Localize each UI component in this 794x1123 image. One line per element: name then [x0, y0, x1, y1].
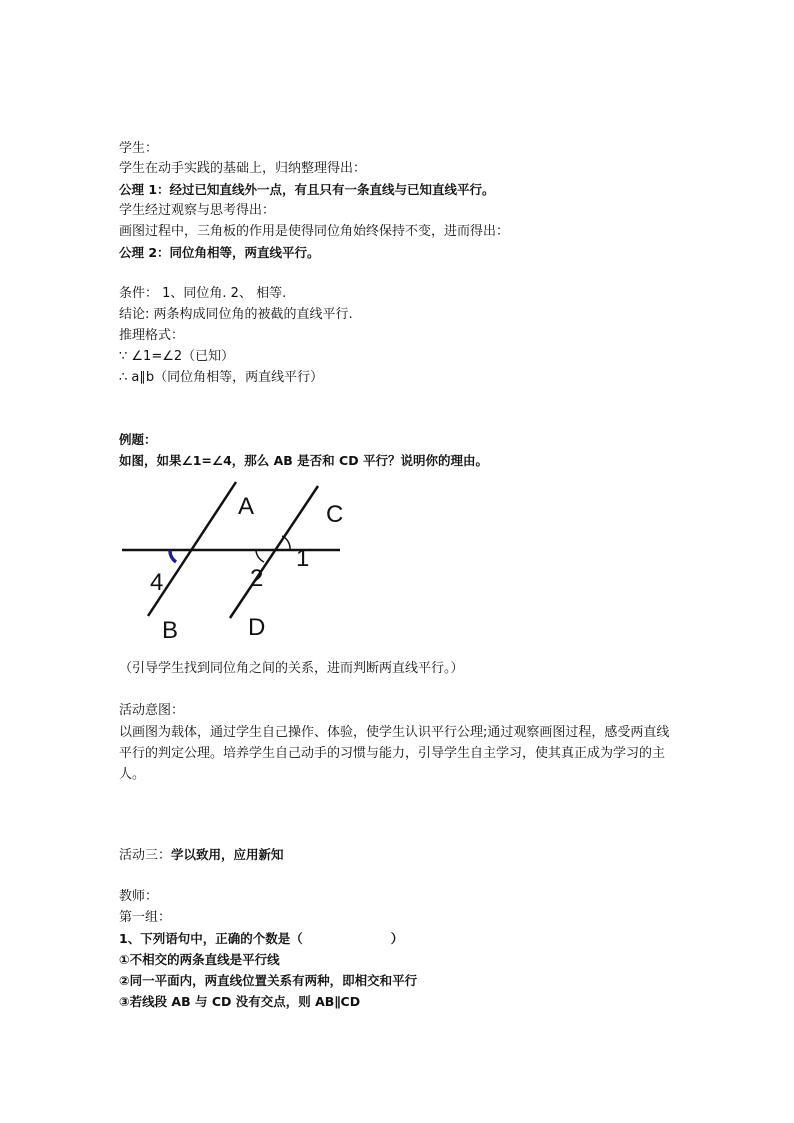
label-c: C [326, 501, 344, 528]
intent-paragraph: 以画图为载体，通过学生自己操作、体验，使学生认识平行公理;通过观察画图过程，感受两直线平行的判定公理。培养学生自己动手的习惯与能力，引导学生自主学习，使其真正成为学习的主人。 [119, 725, 670, 782]
angle-2-arc [256, 550, 264, 562]
activity3-heading [119, 846, 284, 865]
question-1 [119, 930, 403, 948]
label-b: B [162, 617, 179, 644]
label-a: A [238, 493, 255, 520]
example-question: 如图，如果∠1=∠4，那么 AB 是否和 CD 平行？说明你的理由。 [119, 453, 488, 468]
parallel-lines-figure [110, 474, 360, 646]
label-4: 4 [150, 569, 164, 596]
angle-4-arc [170, 550, 176, 562]
intent-title: 活动意图： [119, 703, 185, 718]
label-2: 2 [250, 565, 264, 592]
question-1-close: ） [390, 931, 404, 946]
text-group1: 第一组： [119, 910, 172, 925]
axiom-1: 公理 1：经过已知直线外一点，有且只有一条直线与已知直线平行。 [119, 182, 495, 197]
option-3: ③若线段 AB 与 CD 没有交点，则 AB∥CD [119, 994, 361, 1009]
question-1-text: 1、下列语句中，正确的个数是（ [119, 931, 303, 946]
text-drawing-process: 画图过程中，三角板的作用是使得同位角始终保持不变，进而得出： [119, 224, 510, 239]
text-reasoning-format: 推理格式： [119, 328, 185, 343]
text-observe: 学生经过观察与思考得出： [119, 203, 276, 218]
option-2: ②同一平面内，两直线位置关系有两种，即相交和平行 [119, 973, 418, 988]
text-student-summary: 学生在动手实践的基础上，归纳整理得出： [119, 161, 367, 176]
text-student: 学生： [119, 141, 159, 156]
option-1: ①不相交的两条直线是平行线 [119, 952, 280, 967]
text-conclusion: 结论: 两条构成同位角的被截的直线平行. [119, 307, 353, 322]
activity3-prefix: 活动三： [119, 848, 172, 863]
axiom-2: 公理 2：同位角相等，两直线平行。 [119, 245, 320, 260]
label-1: 1 [296, 545, 310, 572]
label-d: D [248, 614, 266, 641]
text-condition: 条件： 1、同位角. 2、 相等. [119, 286, 287, 301]
text-guide-note: （引导学生找到同位角之间的关系，进而判断两直线平行。） [119, 661, 464, 676]
example-title: 例题： [119, 432, 157, 447]
text-teacher: 教师： [119, 889, 159, 904]
activity3-title: 学以致用，应用新知 [171, 847, 284, 862]
text-therefore: ∴ a∥b（同位角相等，两直线平行） [119, 370, 324, 385]
text-because: ∵ ∠1=∠2（已知） [119, 349, 235, 364]
